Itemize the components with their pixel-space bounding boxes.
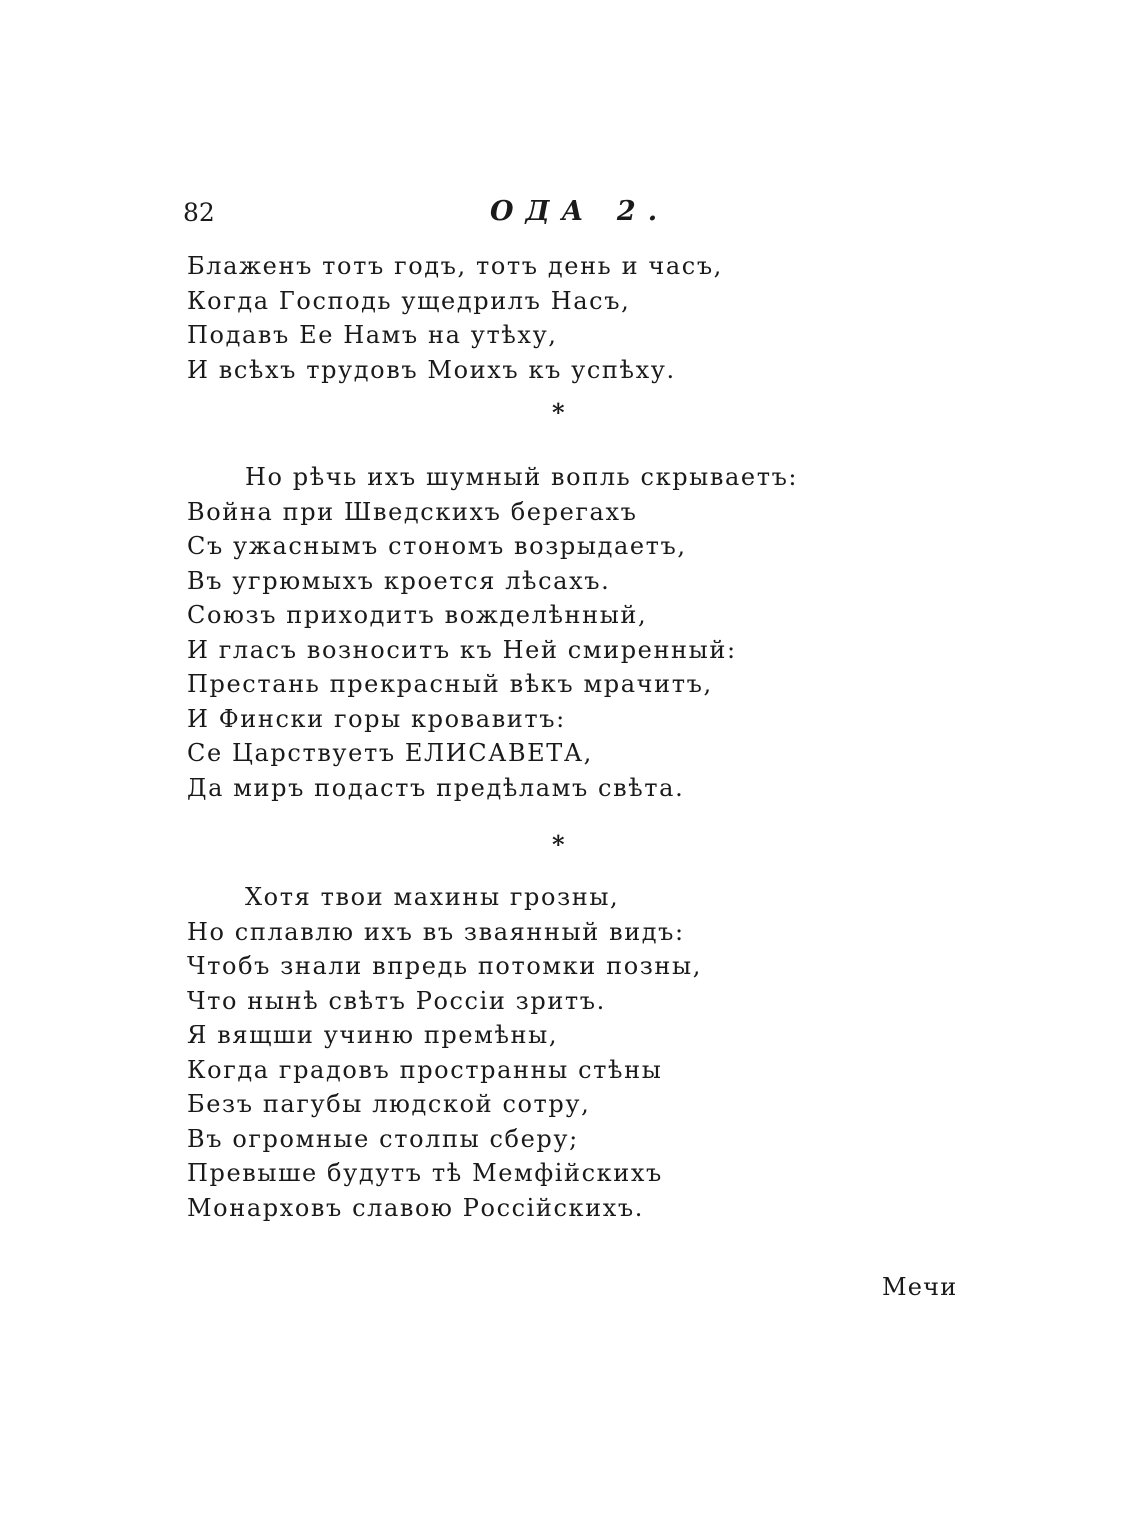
- verse-line: Въ огромные столпы сберу;: [187, 1124, 579, 1153]
- verse-line: Подавъ Ее Намъ на утѣху,: [187, 321, 558, 349]
- stanza-3: [187, 880, 702, 1225]
- verse-line: Престань прекрасный вѣкъ мрачитъ,: [187, 670, 713, 698]
- verse-line: Блаженъ тотъ годъ, тотъ день и часъ,: [187, 252, 723, 280]
- verse-line: Съ ужаснымъ стономъ возрыдаетъ,: [187, 532, 687, 560]
- verse-line: Война при Шведскихъ берегахъ: [187, 497, 638, 526]
- page-header: [183, 198, 783, 238]
- page-number: 82: [183, 198, 215, 227]
- stanza-1: [187, 249, 723, 387]
- verse-line: И всѣхъ трудовъ Моихъ къ успѣху.: [187, 355, 676, 384]
- verse-line: Хотя твои махины грозны,: [245, 883, 620, 911]
- verse-line: Превыше будутъ тѣ Мемфiйскихъ: [187, 1159, 663, 1187]
- verse-line: Безъ пагубы людской сотру,: [187, 1090, 591, 1118]
- verse-line: Что нынѣ свѣтъ Россiи зритъ.: [187, 986, 606, 1015]
- verse-line: Когда градовъ пространны стѣны: [187, 1055, 663, 1084]
- stanza-2: [187, 460, 798, 805]
- verse-line: Се Царствуетъ ЕЛИСАВЕТА,: [187, 739, 593, 767]
- verse-line: Монарховъ славою Россiйскихъ.: [187, 1193, 644, 1222]
- verse-line: Союзъ приходитъ вожделѣнный,: [187, 601, 648, 629]
- verse-line: Когда Господь ущедрилъ Насъ,: [187, 286, 631, 315]
- verse-line: Въ угрюмыхъ кроется лѣсахъ.: [187, 566, 611, 595]
- verse-line: Я вящши учиню премѣны,: [187, 1021, 559, 1049]
- stanza-separator-asterisk: *: [552, 830, 565, 859]
- catchword: Мечи: [882, 1273, 958, 1301]
- running-title: ОДА 2.: [490, 196, 670, 227]
- verse-line: И гласъ возноситъ къ Ней смиренный:: [187, 635, 737, 664]
- verse-line: Но рѣчь ихъ шумный вопль скрываетъ:: [245, 463, 799, 491]
- verse-line: Да миръ подастъ предѣламъ свѣта.: [187, 773, 685, 802]
- verse-line: И Фински горы кровавитъ:: [187, 704, 566, 733]
- stanza-separator-asterisk: *: [552, 398, 565, 427]
- verse-line: Чтобъ знали впредь потомки позны,: [187, 952, 702, 980]
- verse-line: Но сплавлю ихъ въ зваянный видъ:: [187, 917, 685, 946]
